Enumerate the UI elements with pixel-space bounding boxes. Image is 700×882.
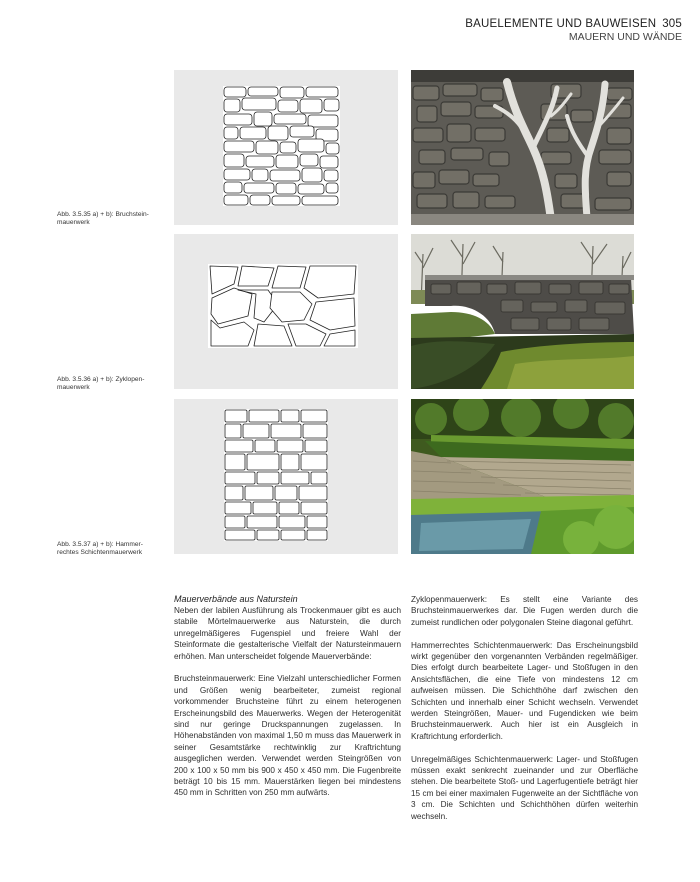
article-heading: Mauerverbände aus Naturstein	[174, 594, 298, 604]
section-title: BAUELEMENTE UND BAUWEISEN	[465, 18, 657, 30]
paragraph: Unregelmäßiges Schichtenmauerwerk: Lager- und Stoßfugen müssen exakt senkrecht zueinander und zur Oberfläche stehen. Die bearbeitete Stoß- und Lagerfugentiefe beträgt hier 15 cm bei einer maximalen Fugenweite an der Sichtfläche von 3 cm. Die Schichten und Schichthöhen dürfen weiterhin wechseln.	[411, 754, 638, 821]
rubble-masonry-photo	[411, 70, 634, 225]
stone-bridge-landscape	[411, 234, 634, 389]
paragraph: Hammerrechtes Schichtenmauerwerk: Das Erscheinungsbild wirkt gegenüber den vorgenannten Verbänden regelmäßiger. Dies erfolgt durch bearbeitete Lager- und Stoßfugen in den Ansichtsflächen, die eine Tiefe von mindestens 12 cm aufweisen müssen. Die Schichthöhe darf zwischen den Schichten und innerhalb einer Schicht wechseln. Verwendet werden Steingrößen, Mauer- und Fugendicken wie beim Bruchsteinmauerwerk. Auch hier ist ein Ausgleich in Kraftrichtung erforderlich.	[411, 640, 638, 741]
terraced-garden-walls	[411, 399, 634, 554]
cyclopean-masonry-photo	[411, 234, 634, 389]
text-column-right	[411, 594, 638, 833]
paragraph: Bruchsteinmauerwerk: Eine Vielzahl unterschiedlicher Formen und Größen wenig bearbeiteter, zumeist regional vorkommender Bruchsteine führt zu einem heterogenen Erscheinungsbild des Mauerwerks. Wegen der Heterogenität sind nur geringe Druckspannungen zugelassen. In Höhenabständen von maximal 1,50 m muss das Mauerwerk in seiner Gesamtstärke rechtwinklig zur Kraftrichtung ausgeglichen werden. Verwendet werden Steingrößen von 200 x 100 x 50 mm bis 900 x 450 x 450 mm. Die Fugenbreite beträgt 10 bis 15 mm. Mauerstärken liegen bei mindestens 450 mm in Schritten von 250 mm aufwärts.	[174, 674, 401, 798]
paragraph: Zyklopenmauerwerk: Es stellt eine Variante des Bruchsteinmauerwerkes dar. Die Fugen werden durch die zumeist rundlichen oder polygonalen Steine diagonal geführt.	[411, 595, 638, 627]
figure-caption: Abb. 3.5.37 a) + b): Hammer- rechtes Schichtenmauerwerk	[57, 541, 143, 556]
stone-wall-with-tree-sculpture	[411, 70, 634, 225]
rubble-masonry-drawing	[174, 70, 398, 225]
coursed-masonry-sketch	[174, 399, 398, 554]
figure-caption: Abb. 3.5.36 a) + b): Zyklopen- mauerwerk	[57, 376, 145, 391]
paragraph: Neben der labilen Ausführung als Trockenmauer gibt es auch stabile Mörtelmauerwerke aus Naturstein, die durch unregelmäßigeres Fugenspiel und freiere Wahl der Steinformate die gestalterische Vielfalt der Natursteinmauern erhöhen. Man unterscheidet folgende Mauerverbände:	[174, 606, 401, 661]
rubble-masonry-sketch	[174, 70, 398, 225]
coursed-masonry-photo	[411, 399, 634, 554]
running-header	[465, 18, 682, 43]
cyclopean-masonry-drawing	[174, 234, 398, 389]
subsection-title: MAUERN UND WÄNDE	[568, 31, 682, 43]
figure-caption: Abb. 3.5.35 a) + b): Bruchstein- mauerwerk	[57, 211, 149, 226]
coursed-masonry-drawing	[174, 399, 398, 554]
page-number: 305	[662, 18, 682, 30]
text-column-left	[174, 594, 401, 810]
cyclopean-masonry-sketch	[174, 234, 398, 389]
